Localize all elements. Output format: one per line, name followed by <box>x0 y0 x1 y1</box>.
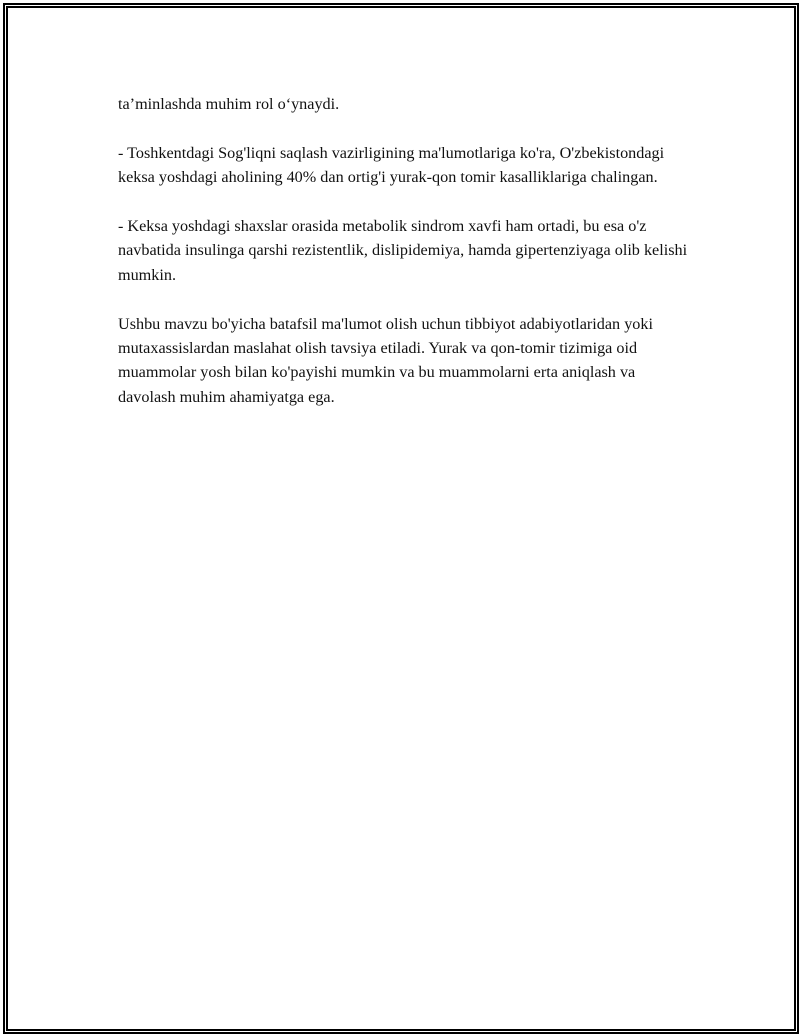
document-body <box>118 92 688 434</box>
paragraph-metabolic-syndrome: - Keksa yoshdagi shaxslar orasida metabolik sindrom xavfi ham ortadi, bu esa o'z navbatida insulinga qarshi rezistentlik, dislipidemiya, hamda gipertenziyaga olib kelishi mumkin. <box>118 217 688 284</box>
paragraph-ministry-statistic: - Toshkentdagi Sog'liqni saqlash vazirligining ma'lumotlariga ko'ra, O'zbekistondagi keksa yoshdagi aholining 40% dan ortig'i yurak-qon tomir kasalliklariga chalingan. <box>118 143 665 187</box>
paragraph-recommendation: Ushbu mavzu bo'yicha batafsil ma'lumot olish uchun tibbiyot adabiyotlaridan yoki mutaxassislardan maslahat olish tavsiya etiladi. Yurak va qon-tomir tizimiga oid muammolar yosh bilan ko'payishi mumkin va bu muammolarni erta aniqlash va davolash muhim ahamiyatga ega. <box>118 314 653 406</box>
paragraph-continuation: ta’minlashda muhim rol o‘ynaydi. <box>118 95 340 113</box>
